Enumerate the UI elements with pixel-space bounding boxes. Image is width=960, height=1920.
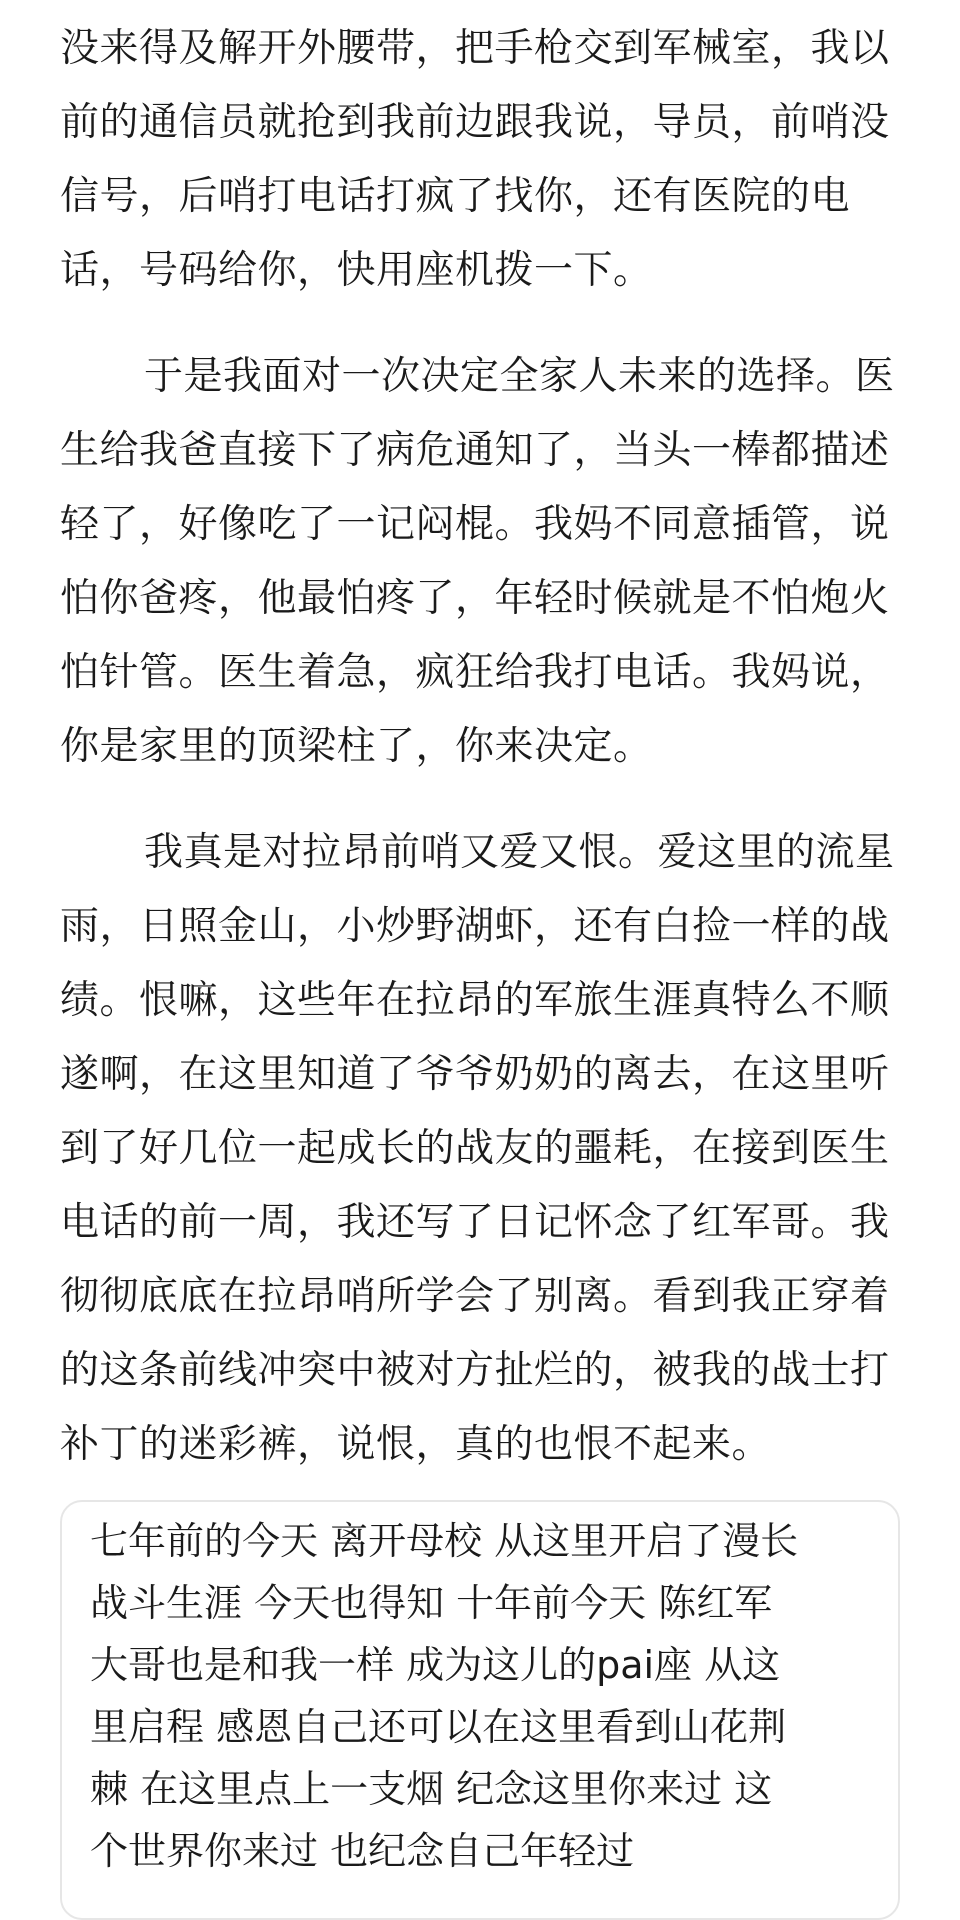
text-line: 怕你爸疼，他最怕疼了，年轻时候就是不怕炮火: [60, 576, 890, 621]
quoted-post-text: [90, 1510, 798, 1882]
text-line: 轻了，好像吃了一记闷棍。我妈不同意插管，说: [60, 502, 890, 547]
text-line: 怕针管。医生着急，疯狂给我打电话。我妈说，: [60, 650, 890, 695]
paragraph-2: [60, 340, 900, 784]
text-line: 话，号码给你，快用座机拨一下。: [60, 248, 653, 293]
text-line: 雨，日照金山，小炒野湖虾，还有白捡一样的战: [60, 904, 890, 949]
quote-line: 个世界你来过 也纪念自己年轻过: [90, 1829, 635, 1873]
text-line: 遂啊，在这里知道了爷爷奶奶的离去，在这里听: [60, 1052, 890, 1097]
quote-line: 战斗生涯 今天也得知 十年前今天 陈红军: [90, 1581, 773, 1625]
paragraph-gap: [60, 308, 900, 340]
paragraph-3: [60, 816, 900, 1482]
text-line: 电话的前一周，我还写了日记怀念了红军哥。我: [60, 1200, 890, 1245]
text-line: 于是我面对一次决定全家人未来的选择。医: [144, 354, 895, 399]
article-body: [60, 12, 900, 1482]
text-line: 信号，后哨打电话打疯了找你，还有医院的电: [60, 174, 851, 219]
text-line: 我真是对拉昂前哨又爱又恨。爱这里的流星: [144, 830, 895, 875]
text-line: 彻彻底底在拉昂哨所学会了别离。看到我正穿着: [60, 1274, 890, 1319]
text-line: 没来得及解开外腰带，把手枪交到军械室，我以: [60, 26, 890, 71]
quote-line: 棘 在这里点上一支烟 纪念这里你来过 这: [90, 1767, 773, 1811]
quote-line: 里启程 感恩自己还可以在这里看到山花荆: [90, 1705, 787, 1749]
quote-line: 大哥也是和我一样 成为这儿的pai座 从这: [90, 1643, 781, 1687]
text-line: 到了好几位一起成长的战友的噩耗，在接到医生: [60, 1126, 890, 1171]
paragraph-gap: [60, 784, 900, 816]
text-line: 前的通信员就抢到我前边跟我说，导员，前哨没: [60, 100, 890, 145]
quote-line: 七年前的今天 离开母校 从这里开启了漫长: [90, 1519, 799, 1563]
text-line: 你是家里的顶梁柱了，你来决定。: [60, 724, 653, 769]
text-line: 生给我爸直接下了病危通知了，当头一棒都描述: [60, 428, 890, 473]
text-line: 的这条前线冲突中被对方扯烂的，被我的战士打: [60, 1348, 890, 1393]
paragraph-1: [60, 12, 900, 308]
text-line: 绩。恨嘛，这些年在拉昂的军旅生涯真特么不顺: [60, 978, 890, 1023]
quoted-post-card[interactable]: [60, 1500, 900, 1920]
text-line: 补丁的迷彩裤，说恨，真的也恨不起来。: [60, 1422, 772, 1467]
